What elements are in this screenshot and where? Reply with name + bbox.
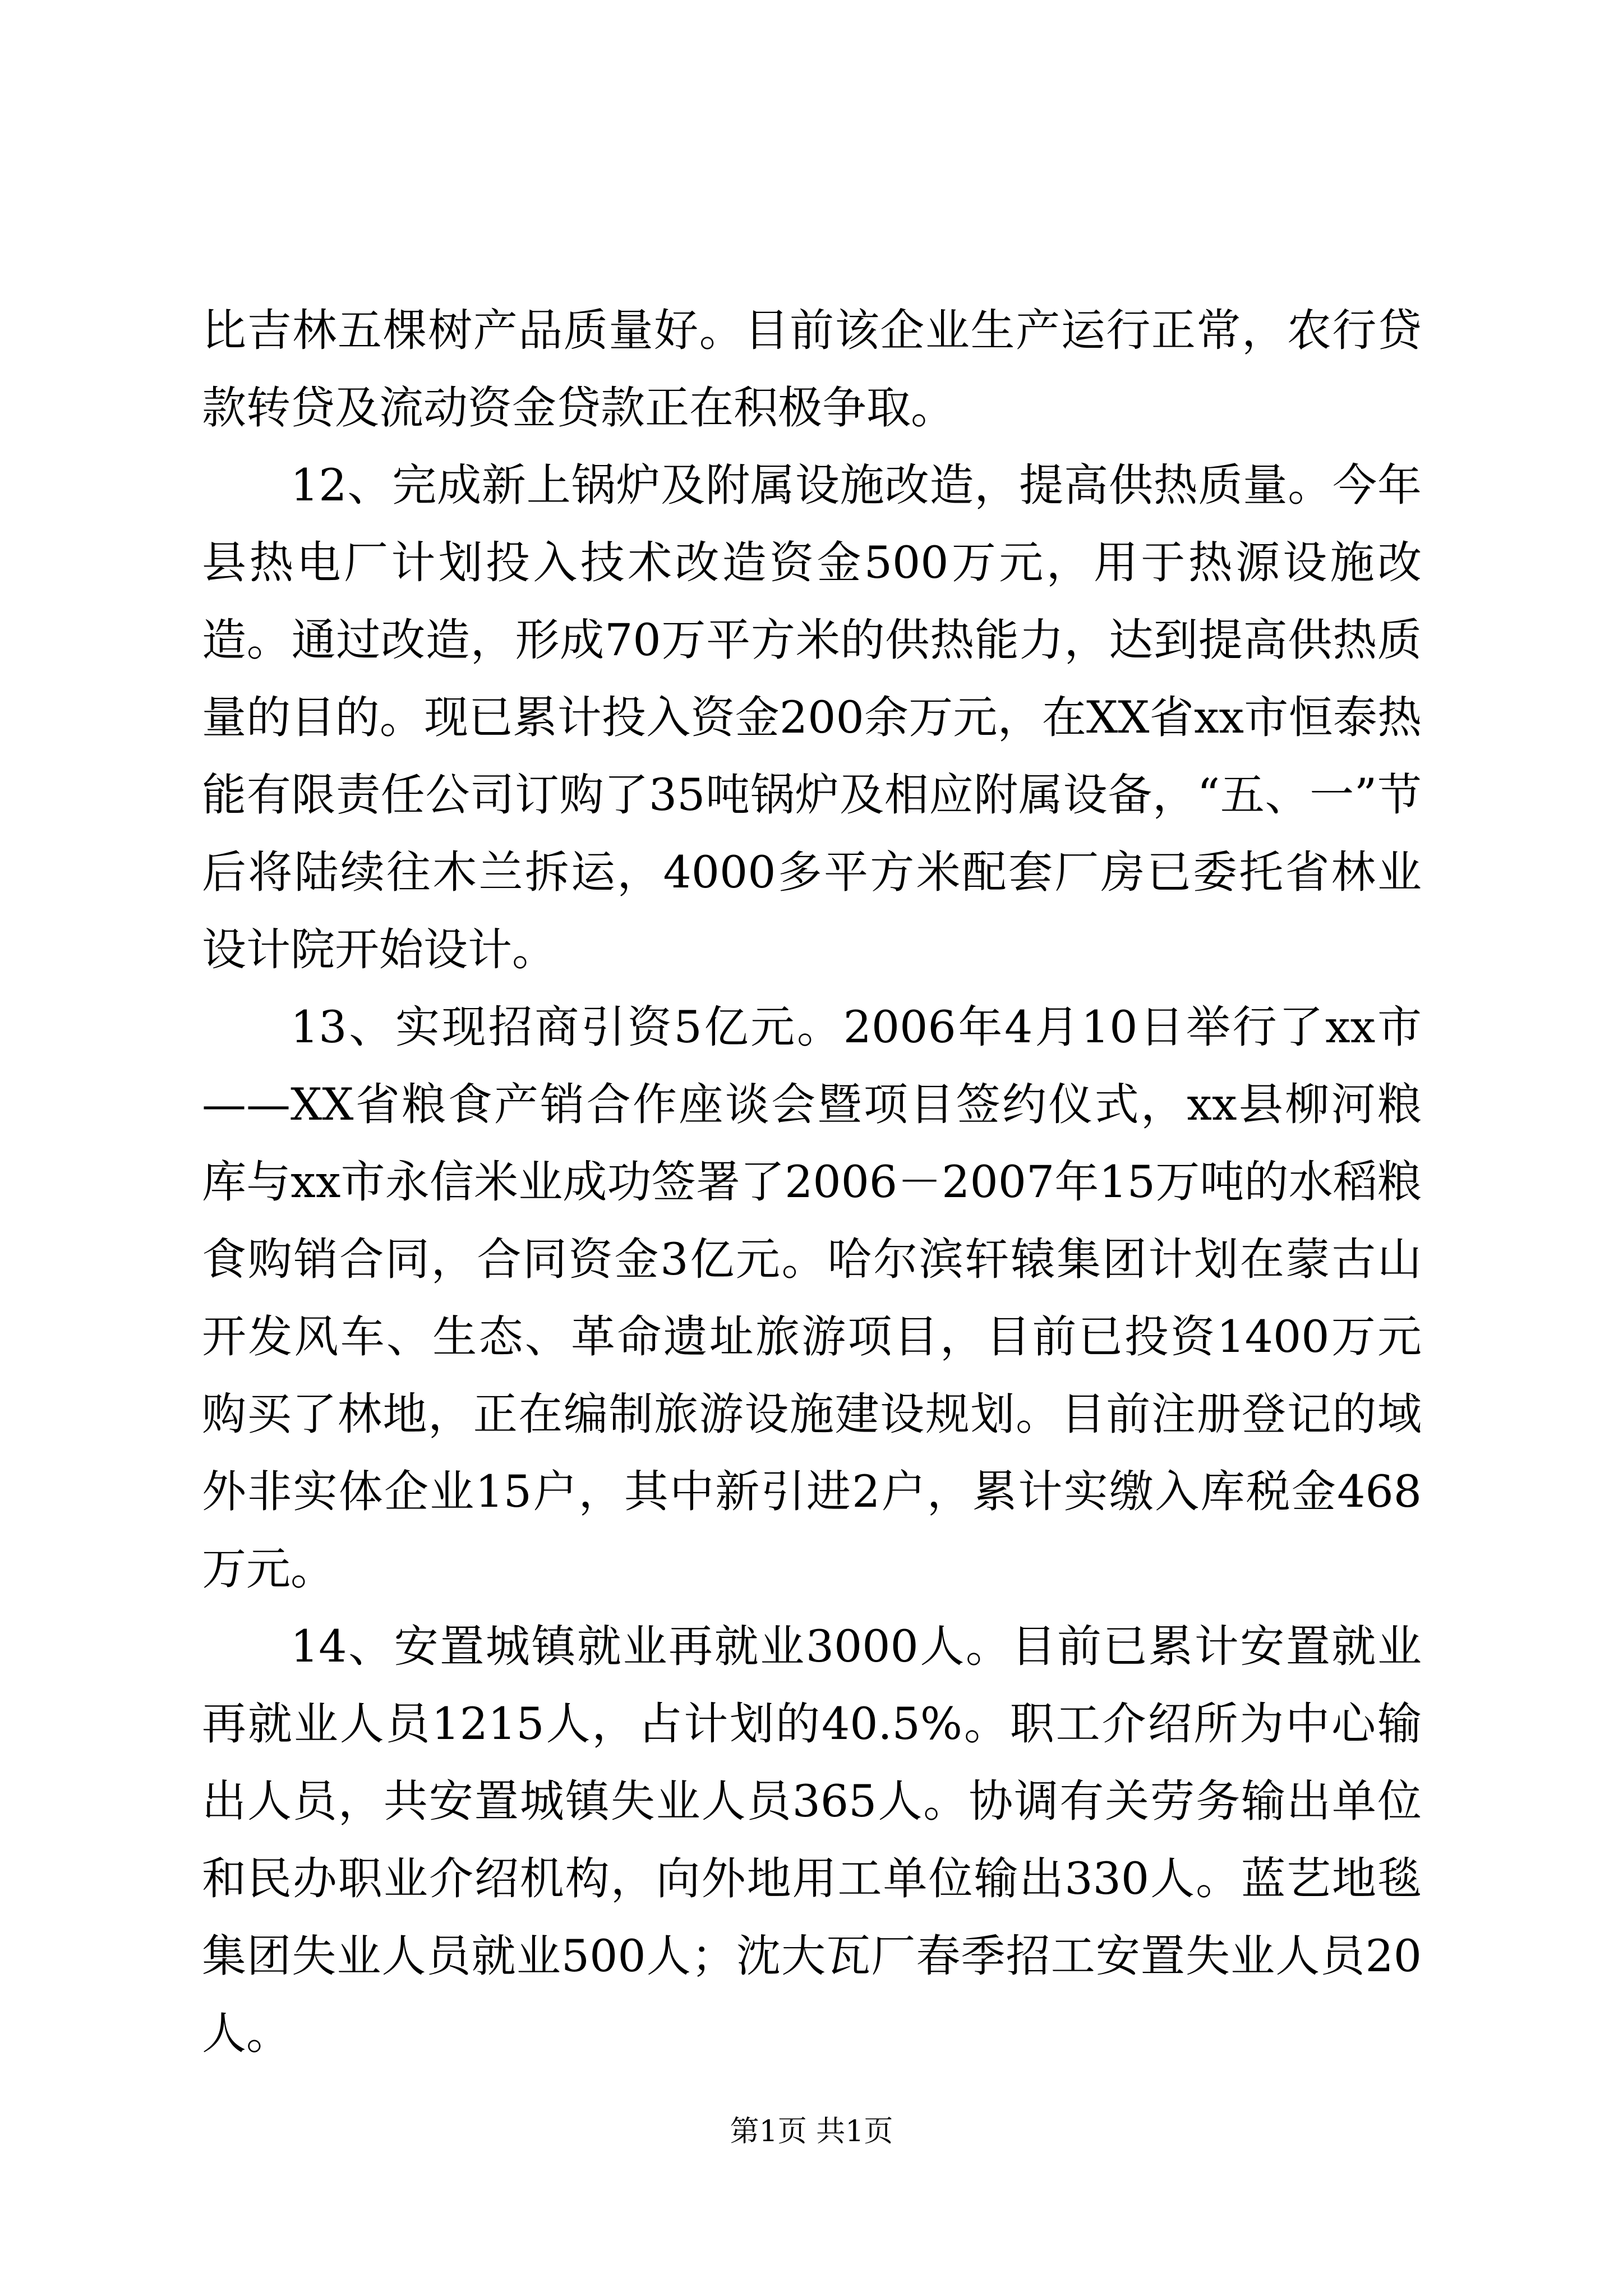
paragraph-item-14: 14、安置城镇就业再就业3000人。目前已累计安置就业再就业人员1215人，占计划的40.5%。职工介绍所为中心输出人员，共安置城镇失业人员365人。协调有关劳务输出单位和民办职业介绍机构，向外地用工单位输出330人。蓝艺地毯集团失业人员就业500人；沈大瓦厂春季招工安置失业人员20人。 bbox=[202, 1621, 1422, 2059]
page-number-label: 第1页 共1页 bbox=[730, 2115, 893, 2148]
document-body bbox=[202, 292, 1422, 2072]
paragraph-continuation: 比吉林五棵树产品质量好。目前该企业生产运行正常，农行贷款转贷及流动资金贷款正在积极争取。 bbox=[202, 305, 1422, 434]
paragraph-item-13: 13、实现招商引资5亿元。2006年4月10日举行了xx市——XX省粮食产销合作座谈会暨项目签约仪式，xx县柳河粮库与xx市永信米业成功签署了2006－2007年15万吨的水稻粮食购销合同，合同资金3亿元。哈尔滨轩辕集团计划在蒙古山开发风车、生态、革命遗址旅游项目，目前已投资1400万元购买了林地，正在编制旅游设施建设规划。目前注册登记的域外非实体企业15户，其中新引进2户，累计实缴入库税金468万元。 bbox=[202, 1001, 1422, 1595]
paragraph-item-12: 12、完成新上锅炉及附属设施改造，提高供热质量。今年县热电厂计划投入技术改造资金500万元，用于热源设施改造。通过改造，形成70万平方米的供热能力，达到提高供热质量的目的。现已累计投入资金200余万元，在XX省xx市恒泰热能有限责任公司订购了35吨锅炉及相应附属设备，“五、一”节后将陆续往木兰拆运，4000多平方米配套厂房已委托省林业设计院开始设计。 bbox=[202, 459, 1422, 976]
page-footer bbox=[0, 2109, 1623, 2154]
